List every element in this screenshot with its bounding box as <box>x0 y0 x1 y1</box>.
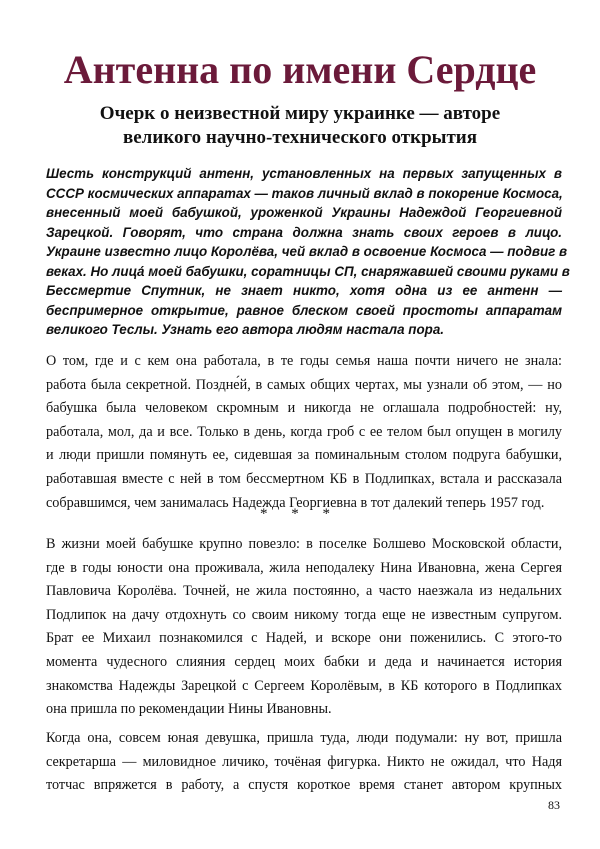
text-line: работа была секретной. Поздне́й, в самых общих чертах, мы узнали об этом, — но <box>46 376 562 393</box>
lead-line: веках. Но лица́ моей бабушки, соратницы СП, снаряжавшей своими руками в <box>46 263 570 279</box>
lead-line: Зарецкой. Говорят, что страна должна знать своих героев в лицо. <box>46 224 562 240</box>
text-line: собравшимся, чем занималась Надежда Георгиевна в тот далекий теперь 1957 год. <box>46 494 545 511</box>
page-number: 83 <box>548 798 560 812</box>
text-line: Когда она, совсем юная девушка, пришла туда, люди подумали: ну вот, пришла <box>46 730 562 746</box>
text-line: она пришла по рекомендации Нины Ивановны. <box>46 701 332 718</box>
text-line: тотчас впряжется в работу, а спустя короткое время станет автором крупных <box>46 777 562 794</box>
text-line: Подлипок на дачу отдохнуть со своим никому тогда еще не известным супругом. <box>46 606 562 623</box>
article-title: Антенна по имени Сердце <box>63 47 537 92</box>
text-line: где в годы юности она проживала, жила неподалеку Нина Ивановна, жена Сергея <box>46 559 562 576</box>
body-paragraph-3 <box>46 727 562 798</box>
lead-paragraph <box>46 164 570 340</box>
body-paragraph-2 <box>46 533 562 722</box>
text-line: Павловича Королёва. Точней, не жила постоянно, а часто наезжала из недальних <box>46 583 562 600</box>
section-separator: * * * <box>260 506 340 522</box>
lead-line: беспримерное открытие, равное блеском своей простоты аппаратам <box>46 302 562 318</box>
subtitle-line: великого научно-технического открытия <box>122 127 478 148</box>
text-line: знакомства Надежды Зарецкой с Сергеем Королёвым, в КБ которого в Подлипках <box>46 677 562 694</box>
text-line: работавшая вместе с ней в том бессмертном КБ в Подлипках, встала и рассказала <box>46 470 562 487</box>
text-line: и люди пришли помянуть ее, сидевшая за поминальным столом подруга бабушки, <box>46 447 562 464</box>
text-line: бабушка была человеком скромным и никогда не оглашала подробностей: ну, <box>46 400 562 417</box>
lead-line: Бессмертие Спутник, не знает никто, хотя одна из ее антенн — <box>46 283 562 298</box>
lead-line: внесенный моей бабушкой, уроженкой Украины Надеждой Георгиевной <box>46 205 562 220</box>
text-line: Брат ее Михаил познакомился с Надей, и вскоре они поженились. С этого-то <box>46 630 562 647</box>
lead-line: великого Теслы. Узнать его автора людям настала пора. <box>46 322 444 337</box>
lead-line: СССР космических аппаратах — таков личный вклад в покорение Космоса, <box>46 185 563 201</box>
text-line: О том, где и с кем она работала, в те годы семья наша почти ничего не знала: <box>46 353 562 369</box>
text-line: момента чудесного слияния сердец моих бабки и деда и начинается история <box>46 653 562 670</box>
body-paragraph-1 <box>46 350 562 515</box>
lead-line: Украине известно лицо Королёва, чей вклад в освоение Космоса — подвиг в <box>46 244 568 259</box>
text-line: В жизни моей бабушке крупно повезло: в поселке Болшево Московской области, <box>46 536 562 552</box>
text-line: секретарша — миловидное личико, точёная фигурка. Никто не ожидал, что Надя <box>46 753 562 770</box>
lead-line: Шесть конструкций антенн, установленных на первых запущенных в <box>46 166 562 181</box>
article-subtitle <box>40 102 560 150</box>
subtitle-line: Очерк о неизвестной миру украинке — авторе <box>99 103 501 124</box>
text-line: работала, мол, да и все. Только в день, когда гроб с ее телом был опущен в могилу <box>46 423 562 440</box>
